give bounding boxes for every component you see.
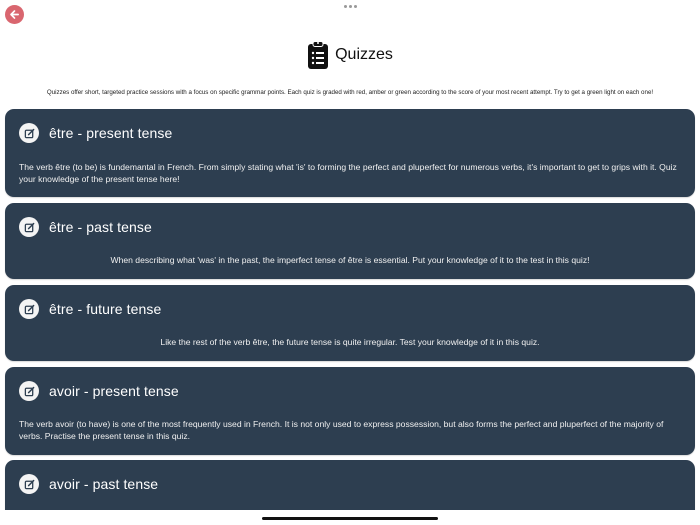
arrow-left-icon <box>9 9 20 20</box>
edit-square-icon <box>19 474 39 494</box>
clipboard-list-icon <box>307 40 329 70</box>
quiz-card-etre-past[interactable] <box>5 203 695 279</box>
intro-text: Quizzes offer short, targeted practice sessions with a focus on specific grammar points. Each quiz is graded with red, amber or green according to the score of your most recent attempt. Try to get a green light on each one! <box>46 89 654 96</box>
edit-square-icon <box>19 123 39 143</box>
quiz-title: être - past tense <box>49 219 152 235</box>
multitasking-ellipsis-icon[interactable] <box>344 5 357 8</box>
quiz-description: When describing what 'was' in the past, the imperfect tense of être is essential. Put your knowledge of it to the test in this quiz! <box>110 255 590 265</box>
quiz-description: The verb avoir (to have) is one of the most frequently used in French. It is not only used to express possession, but also forms the perfect and pluperfect of the majority of verbs. Practise the present tense in this quiz. <box>19 419 664 441</box>
home-indicator[interactable] <box>262 517 438 520</box>
quiz-title: avoir - past tense <box>49 476 159 492</box>
quiz-description: The verb être (to be) is fundemantal in French. From simply stating what 'is' to forming the perfect and pluperfect for numerous verbs, it's important to get to grips with it. Quiz your knowledge of the present tense here! <box>19 162 677 184</box>
quiz-title: être - future tense <box>49 301 162 317</box>
quiz-description: Like the rest of the verb être, the future tense is quite irregular. Test your knowledge of it in this quiz. <box>160 337 540 347</box>
back-button[interactable] <box>5 5 24 24</box>
edit-square-icon <box>19 381 39 401</box>
page-header <box>0 40 700 70</box>
edit-square-icon <box>19 299 39 319</box>
quiz-title: avoir - present tense <box>49 383 179 399</box>
edit-square-icon <box>19 217 39 237</box>
page-title: Quizzes <box>335 46 393 63</box>
quiz-card-avoir-present[interactable] <box>5 367 695 455</box>
quiz-title: être - present tense <box>49 125 173 141</box>
quiz-card-etre-future[interactable] <box>5 285 695 361</box>
quiz-card-etre-present[interactable] <box>5 109 695 197</box>
